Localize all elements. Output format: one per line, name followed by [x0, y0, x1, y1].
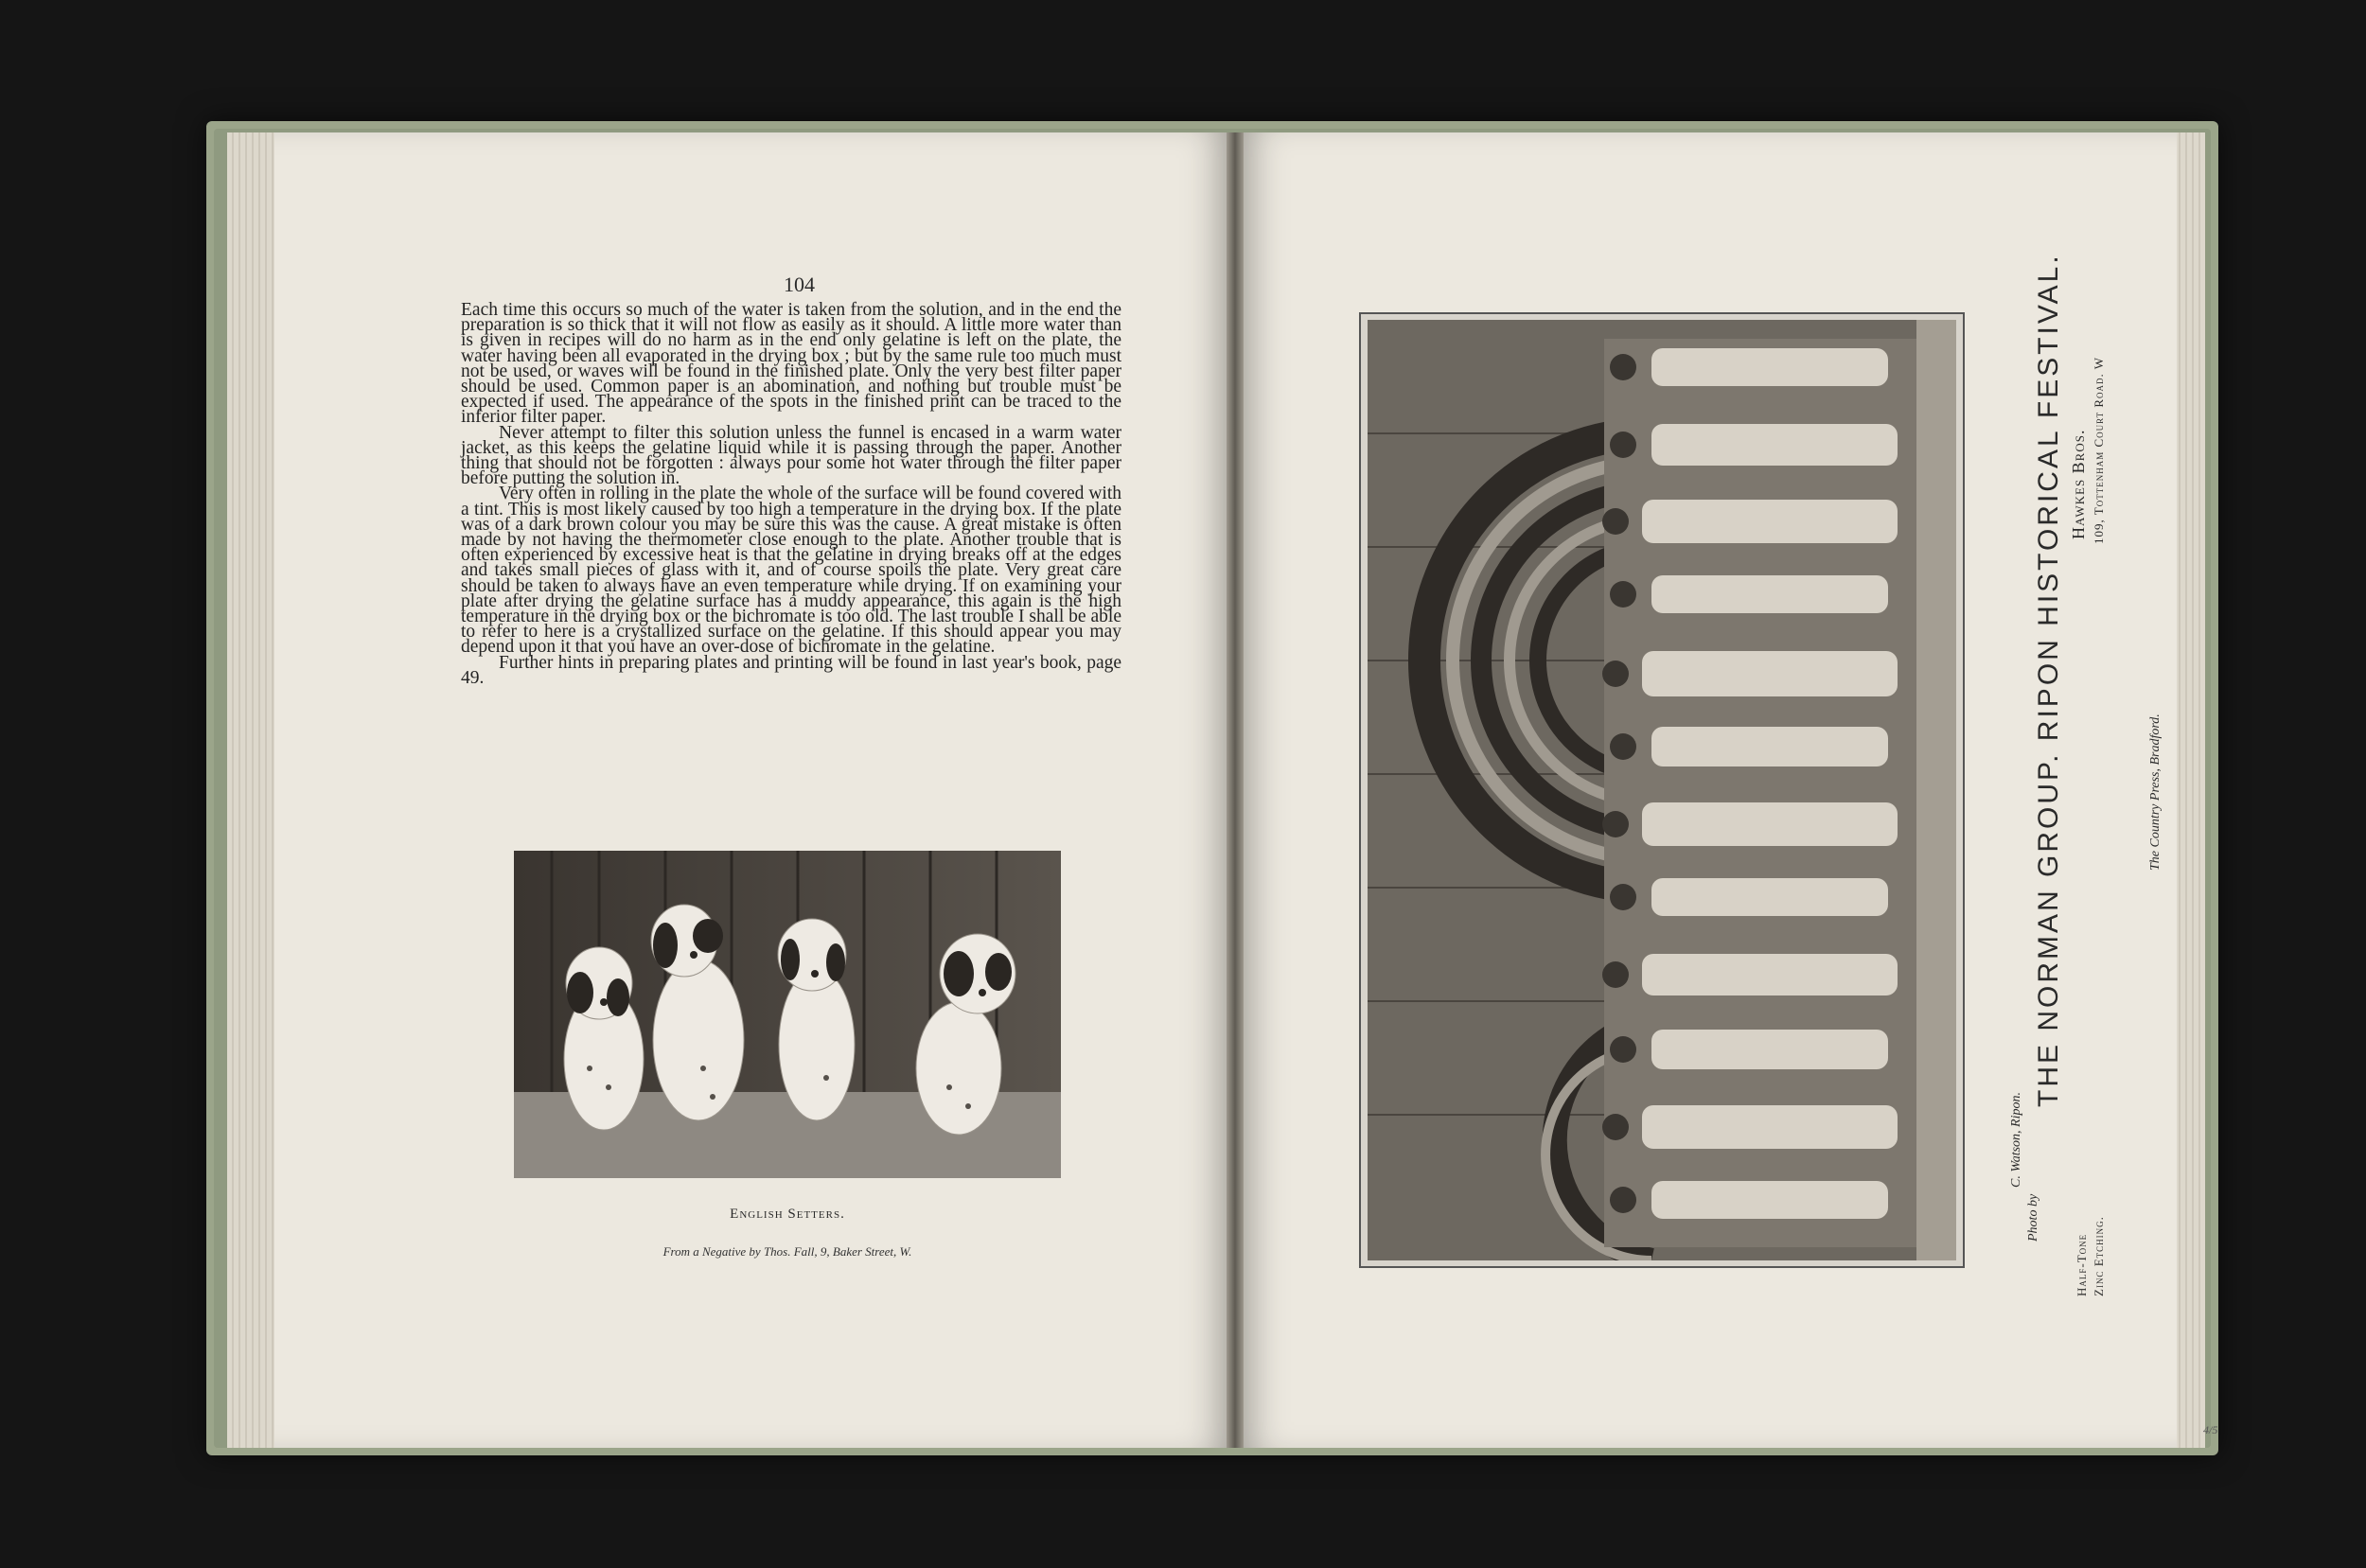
page-number: 104	[784, 273, 815, 296]
plate-title: THE NORMAN GROUP. RIPON HISTORICAL FESTIVAL.	[2033, 253, 2064, 1107]
process-halftone: Half-Tone	[2075, 1233, 2089, 1296]
printer-credit: The Country Press, Bradford.	[2148, 714, 2163, 871]
corner-mark: 4/5	[2203, 1423, 2218, 1436]
paragraph: Further hints in preparing plates and printing will be found in last year's book, page 49.	[461, 652, 1121, 688]
setters-photo-illustration	[514, 851, 1061, 1178]
photo-caption: English Setters.	[730, 1207, 845, 1222]
paragraph: Very often in rolling in the plate the whole of the surface will be found covered with a tint. This is most likely caused by too high a temperature in the drying box. If the plate was of a dark brown colour you may be sure this was the cause. A great mistake is often made by not having the thermometer close enough to the plate. Another trouble that is often experienced by excessive heat is that the gelatine in drying breaks off at the edges and takes small pieces of glass with it, and of course spoils the plate. Very great care should be taken to always have an even temperature while drying. If on examining your plate after drying the gelatine surface has a muddy appearance, this again is the high temperature in the drying box or the bichromate is too old. The last trouble I shall be able to refer to here is a crystallized surface on the gelatine. If this should appear you may depend upon it that you have an over-dose of bichromate in the gelatine.	[461, 484, 1121, 658]
paragraph: Each time this occurs so much of the water is taken from the solution, and in the end the preparation is so thick that it will not flow as easily as it should. A little more water than is given in recipes will do no harm as in the end only gelatine is left on the plate, the water having been all evaporated in the drying box ; but by the same rule too much must not be used, or waves will be found in the finished plate. Only the very best filter paper should be used. Common paper is an abomination, and nothing but trouble must be expected if used. The appearance of the spots in the finished print can be traced to the inferior filter paper.	[461, 300, 1121, 428]
body-text	[461, 300, 1121, 688]
process-zinc: Zinc Etching.	[2092, 1216, 2106, 1296]
photo-credit: From a Negative by Thos. Fall, 9, Baker Street, W.	[662, 1244, 912, 1259]
festival-photo-illustration	[1368, 320, 1956, 1260]
paragraph: Never attempt to filter this solution unless the funnel is encased in a warm water jacket, as this keeps the gelatine liquid while it is passing through the paper. Another thing that should not be forgotten : always pour some hot water through the filter paper before putting the solution in.	[461, 422, 1121, 489]
engraver: Hawkes Bros.	[2069, 429, 2088, 539]
book-gutter	[1227, 132, 1244, 1448]
engraver-address: 109, Tottenham Court Road. W	[2092, 356, 2106, 544]
photo-by-label: Photo by	[2026, 1193, 2040, 1242]
photographer: C. Watson, Ripon.	[2009, 1092, 2023, 1188]
setters-photo	[514, 851, 1061, 1178]
festival-photo	[1368, 320, 1956, 1260]
